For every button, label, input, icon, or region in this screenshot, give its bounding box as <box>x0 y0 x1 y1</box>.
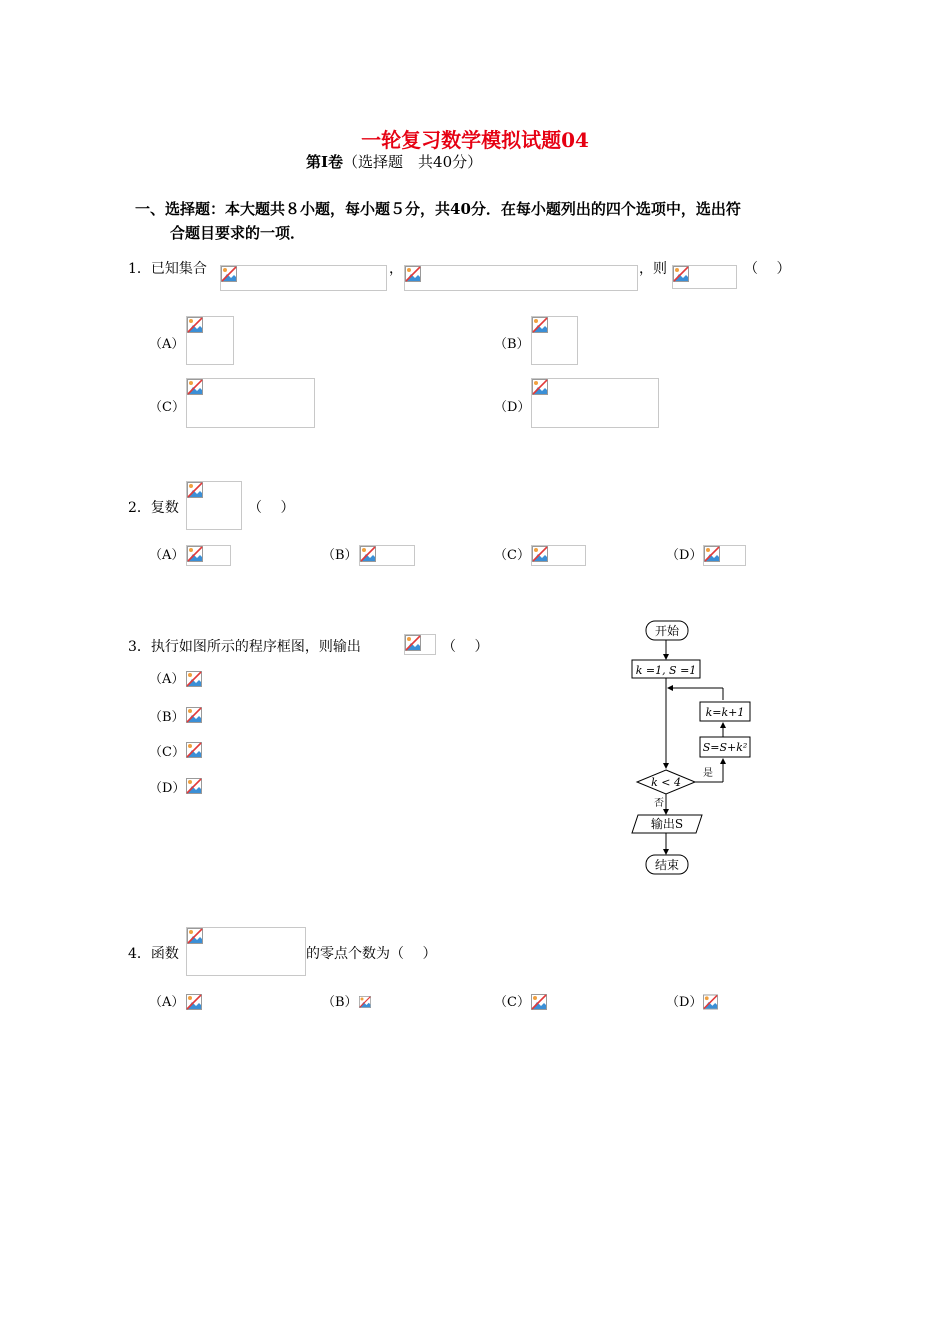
q4-option-a-label: （A） <box>149 995 185 1010</box>
q1-set-b-image <box>404 265 638 291</box>
q1-expr-image <box>672 265 737 289</box>
q3-option-b-label: （B） <box>149 710 185 725</box>
q2-option-d-image <box>703 545 746 566</box>
q1-sep: ， <box>389 261 403 277</box>
q3-option-c-image <box>186 741 202 759</box>
q2-prefix: 2．复数 <box>128 500 179 516</box>
q2-option-a-image <box>186 545 231 566</box>
broken-image-icon <box>405 635 421 651</box>
q4-func-image <box>186 927 306 976</box>
q3-option-d-image <box>186 777 202 795</box>
q1-option-b-image <box>531 316 578 365</box>
program-flowchart <box>620 612 760 880</box>
q3-option-a-label: （A） <box>149 672 185 687</box>
flow-yes-label: 是 <box>703 768 713 779</box>
flow-init-label: k =1, S =1 <box>635 664 697 677</box>
q2-option-d-label: （D） <box>666 548 703 563</box>
q1-option-d-image <box>531 378 659 428</box>
broken-image-icon <box>673 266 689 282</box>
flow-update-s-label: S=S+k² <box>702 741 748 754</box>
q2-answer-paren: （ ） <box>248 500 295 516</box>
q2-option-b-image <box>359 545 415 566</box>
q2-option-b-label: （B） <box>322 548 358 563</box>
q1-option-c-label: （C） <box>149 400 185 415</box>
q2-option-a-label: （A） <box>149 548 185 563</box>
q1-option-a-label: （A） <box>149 337 185 352</box>
broken-image-icon <box>532 379 548 395</box>
section-instructions-line1: 一、选择题：本大题共８小题，每小题５分，共40分．在每小题列出的四个选项中，选出符 <box>135 200 741 218</box>
q3-answer-paren: （ ） <box>442 639 489 655</box>
q3-option-c-label: （C） <box>149 745 185 760</box>
q4-option-b-label: （B） <box>322 995 358 1010</box>
broken-image-icon <box>532 546 548 562</box>
broken-image-icon <box>187 928 203 944</box>
q1-option-c-image <box>186 378 315 428</box>
q2-option-c-label: （C） <box>494 548 530 563</box>
broken-image-icon <box>360 546 376 562</box>
q3-prefix: 3．执行如图所示的程序框图，则输出 <box>128 639 361 655</box>
q1-option-d-label: （D） <box>494 400 531 415</box>
part-heading <box>306 151 482 172</box>
q2-expr-image <box>186 481 242 530</box>
flow-condition-label: k < 4 <box>651 776 681 789</box>
q1-mid: ，则 <box>639 261 667 277</box>
q2-option-c-image <box>531 545 586 566</box>
q1-prefix: 1．已知集合 <box>128 261 207 277</box>
part-note: （选择题 共40分） <box>343 153 483 171</box>
flow-output-label: 输出S <box>650 817 684 831</box>
q4-option-d-label: （D） <box>666 995 703 1010</box>
q3-option-a-image <box>186 670 202 688</box>
q4-option-c-image <box>531 993 547 1011</box>
broken-image-icon <box>221 266 237 282</box>
q1-option-b-label: （B） <box>494 337 530 352</box>
flow-no-label: 否 <box>654 798 664 809</box>
broken-image-icon <box>704 546 720 562</box>
section-instructions-line2: 合题目要求的一项． <box>170 224 306 242</box>
q1-answer-paren: （ ） <box>744 261 791 277</box>
q4-option-d-image <box>703 993 718 1011</box>
flow-start-label: 开始 <box>654 624 680 638</box>
broken-image-icon <box>187 546 203 562</box>
q4-option-b-image <box>359 993 371 1011</box>
q1-option-a-image <box>186 316 234 365</box>
broken-image-icon <box>405 266 421 282</box>
q4-option-c-label: （C） <box>494 995 530 1010</box>
q3-option-b-image <box>186 706 202 724</box>
part-label: 第Ⅰ卷 <box>306 153 344 171</box>
q4-option-a-image <box>186 993 202 1011</box>
page-title: 一轮复习数学模拟试题04 <box>361 128 589 152</box>
q3-output-image <box>404 634 436 655</box>
flow-update-k-label: k=k+1 <box>705 706 745 719</box>
flow-end-label: 结束 <box>654 858 680 872</box>
q3-option-d-label: （D） <box>149 781 186 796</box>
broken-image-icon <box>187 482 203 498</box>
q4-prefix: 4．函数 <box>128 946 179 962</box>
broken-image-icon <box>532 317 548 333</box>
broken-image-icon <box>187 317 203 333</box>
q4-suffix: 的零点个数为（ ） <box>306 946 437 962</box>
broken-image-icon <box>187 379 203 395</box>
q1-set-a-image <box>220 265 387 291</box>
